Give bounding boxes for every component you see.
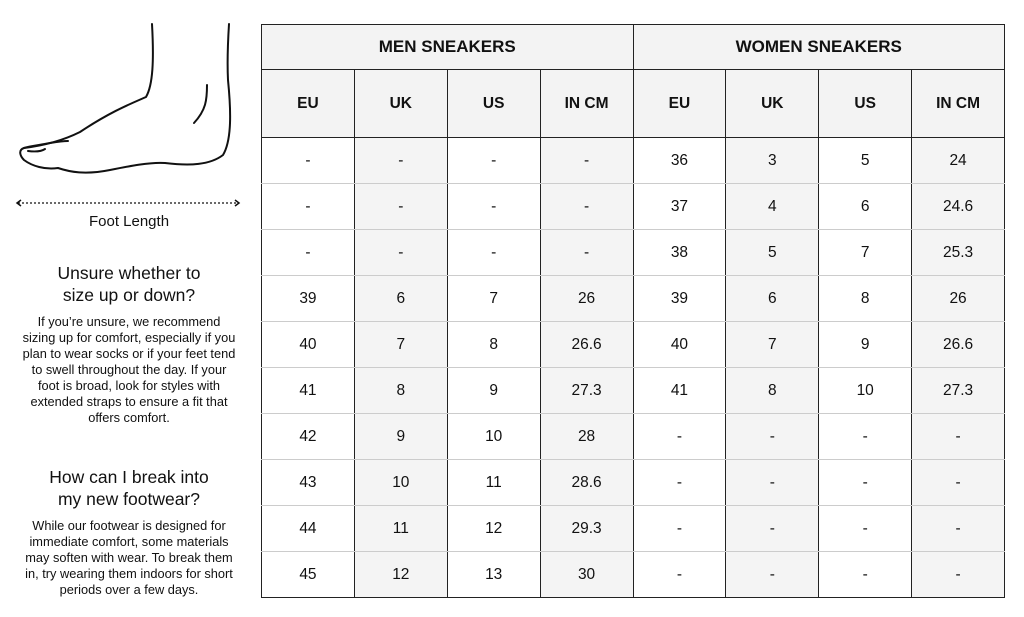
table-cell: -	[912, 506, 1005, 552]
table-cell: -	[262, 230, 355, 276]
table-row	[262, 460, 1005, 506]
table-row	[262, 276, 1005, 322]
group-header-women: WOMEN SNEAKERS	[633, 25, 1005, 70]
size-advice-section	[0, 262, 258, 426]
table-cell: 28.6	[540, 460, 633, 506]
table-cell: 11	[354, 506, 447, 552]
table-cell: -	[262, 138, 355, 184]
table-cell: 26.6	[540, 322, 633, 368]
table-cell: -	[447, 230, 540, 276]
table-cell: 30	[540, 552, 633, 598]
table-cell: 7	[354, 322, 447, 368]
table-cell: 25.3	[912, 230, 1005, 276]
table-cell: -	[540, 138, 633, 184]
table-cell: 5	[819, 138, 912, 184]
table-cell: -	[354, 138, 447, 184]
table-cell: -	[354, 230, 447, 276]
table-row	[262, 322, 1005, 368]
table-cell: 41	[633, 368, 726, 414]
title-line: Unsure whether to	[57, 263, 201, 283]
column-header: US	[447, 70, 540, 138]
table-cell: 24	[912, 138, 1005, 184]
table-cell: 36	[633, 138, 726, 184]
table-cell: 27.3	[540, 368, 633, 414]
table-cell: 41	[262, 368, 355, 414]
column-header: UK	[354, 70, 447, 138]
table-cell: -	[633, 414, 726, 460]
table-cell: -	[726, 460, 819, 506]
column-header: EU	[262, 70, 355, 138]
table-cell: 5	[726, 230, 819, 276]
title-line: size up or down?	[62, 285, 196, 305]
table-row	[262, 414, 1005, 460]
table-cell: 27.3	[912, 368, 1005, 414]
table-cell: -	[354, 184, 447, 230]
table-cell: 9	[819, 322, 912, 368]
table-cell: 12	[447, 506, 540, 552]
foot-length-label: Foot Length	[88, 213, 170, 230]
table-cell: 6	[819, 184, 912, 230]
table-cell: 10	[819, 368, 912, 414]
table-cell: -	[819, 414, 912, 460]
table-cell: 38	[633, 230, 726, 276]
table-cell: 10	[447, 414, 540, 460]
table-cell: -	[633, 506, 726, 552]
table-cell: 26.6	[912, 322, 1005, 368]
table-cell: -	[447, 184, 540, 230]
table-row	[262, 138, 1005, 184]
table-cell: -	[819, 460, 912, 506]
table-cell: -	[726, 414, 819, 460]
table-row	[262, 230, 1005, 276]
table-cell: 37	[633, 184, 726, 230]
foot-length-arrow	[17, 200, 239, 206]
table-cell: -	[540, 184, 633, 230]
table-cell: 4	[726, 184, 819, 230]
section-body: If you’re unsure, we recommend sizing up for comfort, especially if you plan to wear socks or if your feet tend to swell throughout the day. If your foot is broad, look for styles with extended straps to ensure a fit that offers comfort.	[22, 314, 236, 425]
table-cell: -	[726, 506, 819, 552]
table-cell: 43	[262, 460, 355, 506]
table-cell: 45	[262, 552, 355, 598]
table-cell: -	[633, 460, 726, 506]
table-cell: 26	[912, 276, 1005, 322]
table-cell: 44	[262, 506, 355, 552]
group-header-men: MEN SNEAKERS	[262, 25, 634, 70]
table-cell: 10	[354, 460, 447, 506]
table-cell: 29.3	[540, 506, 633, 552]
column-header: UK	[726, 70, 819, 138]
table-cell: 8	[819, 276, 912, 322]
size-chart-table	[261, 24, 1005, 598]
table-cell: 26	[540, 276, 633, 322]
column-header: IN CM	[540, 70, 633, 138]
column-header: US	[819, 70, 912, 138]
section-body: While our footwear is designed for immediate comfort, some materials may soften with wear. To break them in, try wearing them indoors for short periods over a few days.	[25, 518, 233, 597]
column-header: IN CM	[912, 70, 1005, 138]
title-line: How can I break into	[49, 467, 209, 487]
table-cell: 40	[633, 322, 726, 368]
table-cell: 13	[447, 552, 540, 598]
table-cell: 8	[447, 322, 540, 368]
table-cell: 3	[726, 138, 819, 184]
table-row	[262, 552, 1005, 598]
table-cell: 7	[726, 322, 819, 368]
table-cell: 6	[354, 276, 447, 322]
table-cell: -	[262, 184, 355, 230]
table-cell: 8	[354, 368, 447, 414]
foot-illustration	[0, 0, 258, 215]
table-row	[262, 368, 1005, 414]
table-cell: 28	[540, 414, 633, 460]
table-cell: -	[540, 230, 633, 276]
title-line: my new footwear?	[57, 489, 200, 509]
column-header: EU	[633, 70, 726, 138]
table-cell: -	[912, 460, 1005, 506]
table-cell: 6	[726, 276, 819, 322]
table-cell: 40	[262, 322, 355, 368]
table-cell: 7	[819, 230, 912, 276]
section-title	[0, 262, 258, 306]
table-cell: -	[726, 552, 819, 598]
table-cell: 11	[447, 460, 540, 506]
section-title	[0, 466, 258, 510]
table-cell: 9	[447, 368, 540, 414]
table-cell: -	[819, 552, 912, 598]
table-cell: -	[912, 552, 1005, 598]
table-cell: 42	[262, 414, 355, 460]
table-cell: 39	[633, 276, 726, 322]
table-cell: 8	[726, 368, 819, 414]
table-cell: -	[819, 506, 912, 552]
table-cell: -	[447, 138, 540, 184]
table-cell: 9	[354, 414, 447, 460]
table-cell: 7	[447, 276, 540, 322]
table-row	[262, 506, 1005, 552]
table-cell: 12	[354, 552, 447, 598]
table-row	[262, 184, 1005, 230]
break-in-section	[0, 466, 258, 598]
table-cell: 39	[262, 276, 355, 322]
table-cell: 24.6	[912, 184, 1005, 230]
table-cell: -	[633, 552, 726, 598]
table-cell: -	[912, 414, 1005, 460]
